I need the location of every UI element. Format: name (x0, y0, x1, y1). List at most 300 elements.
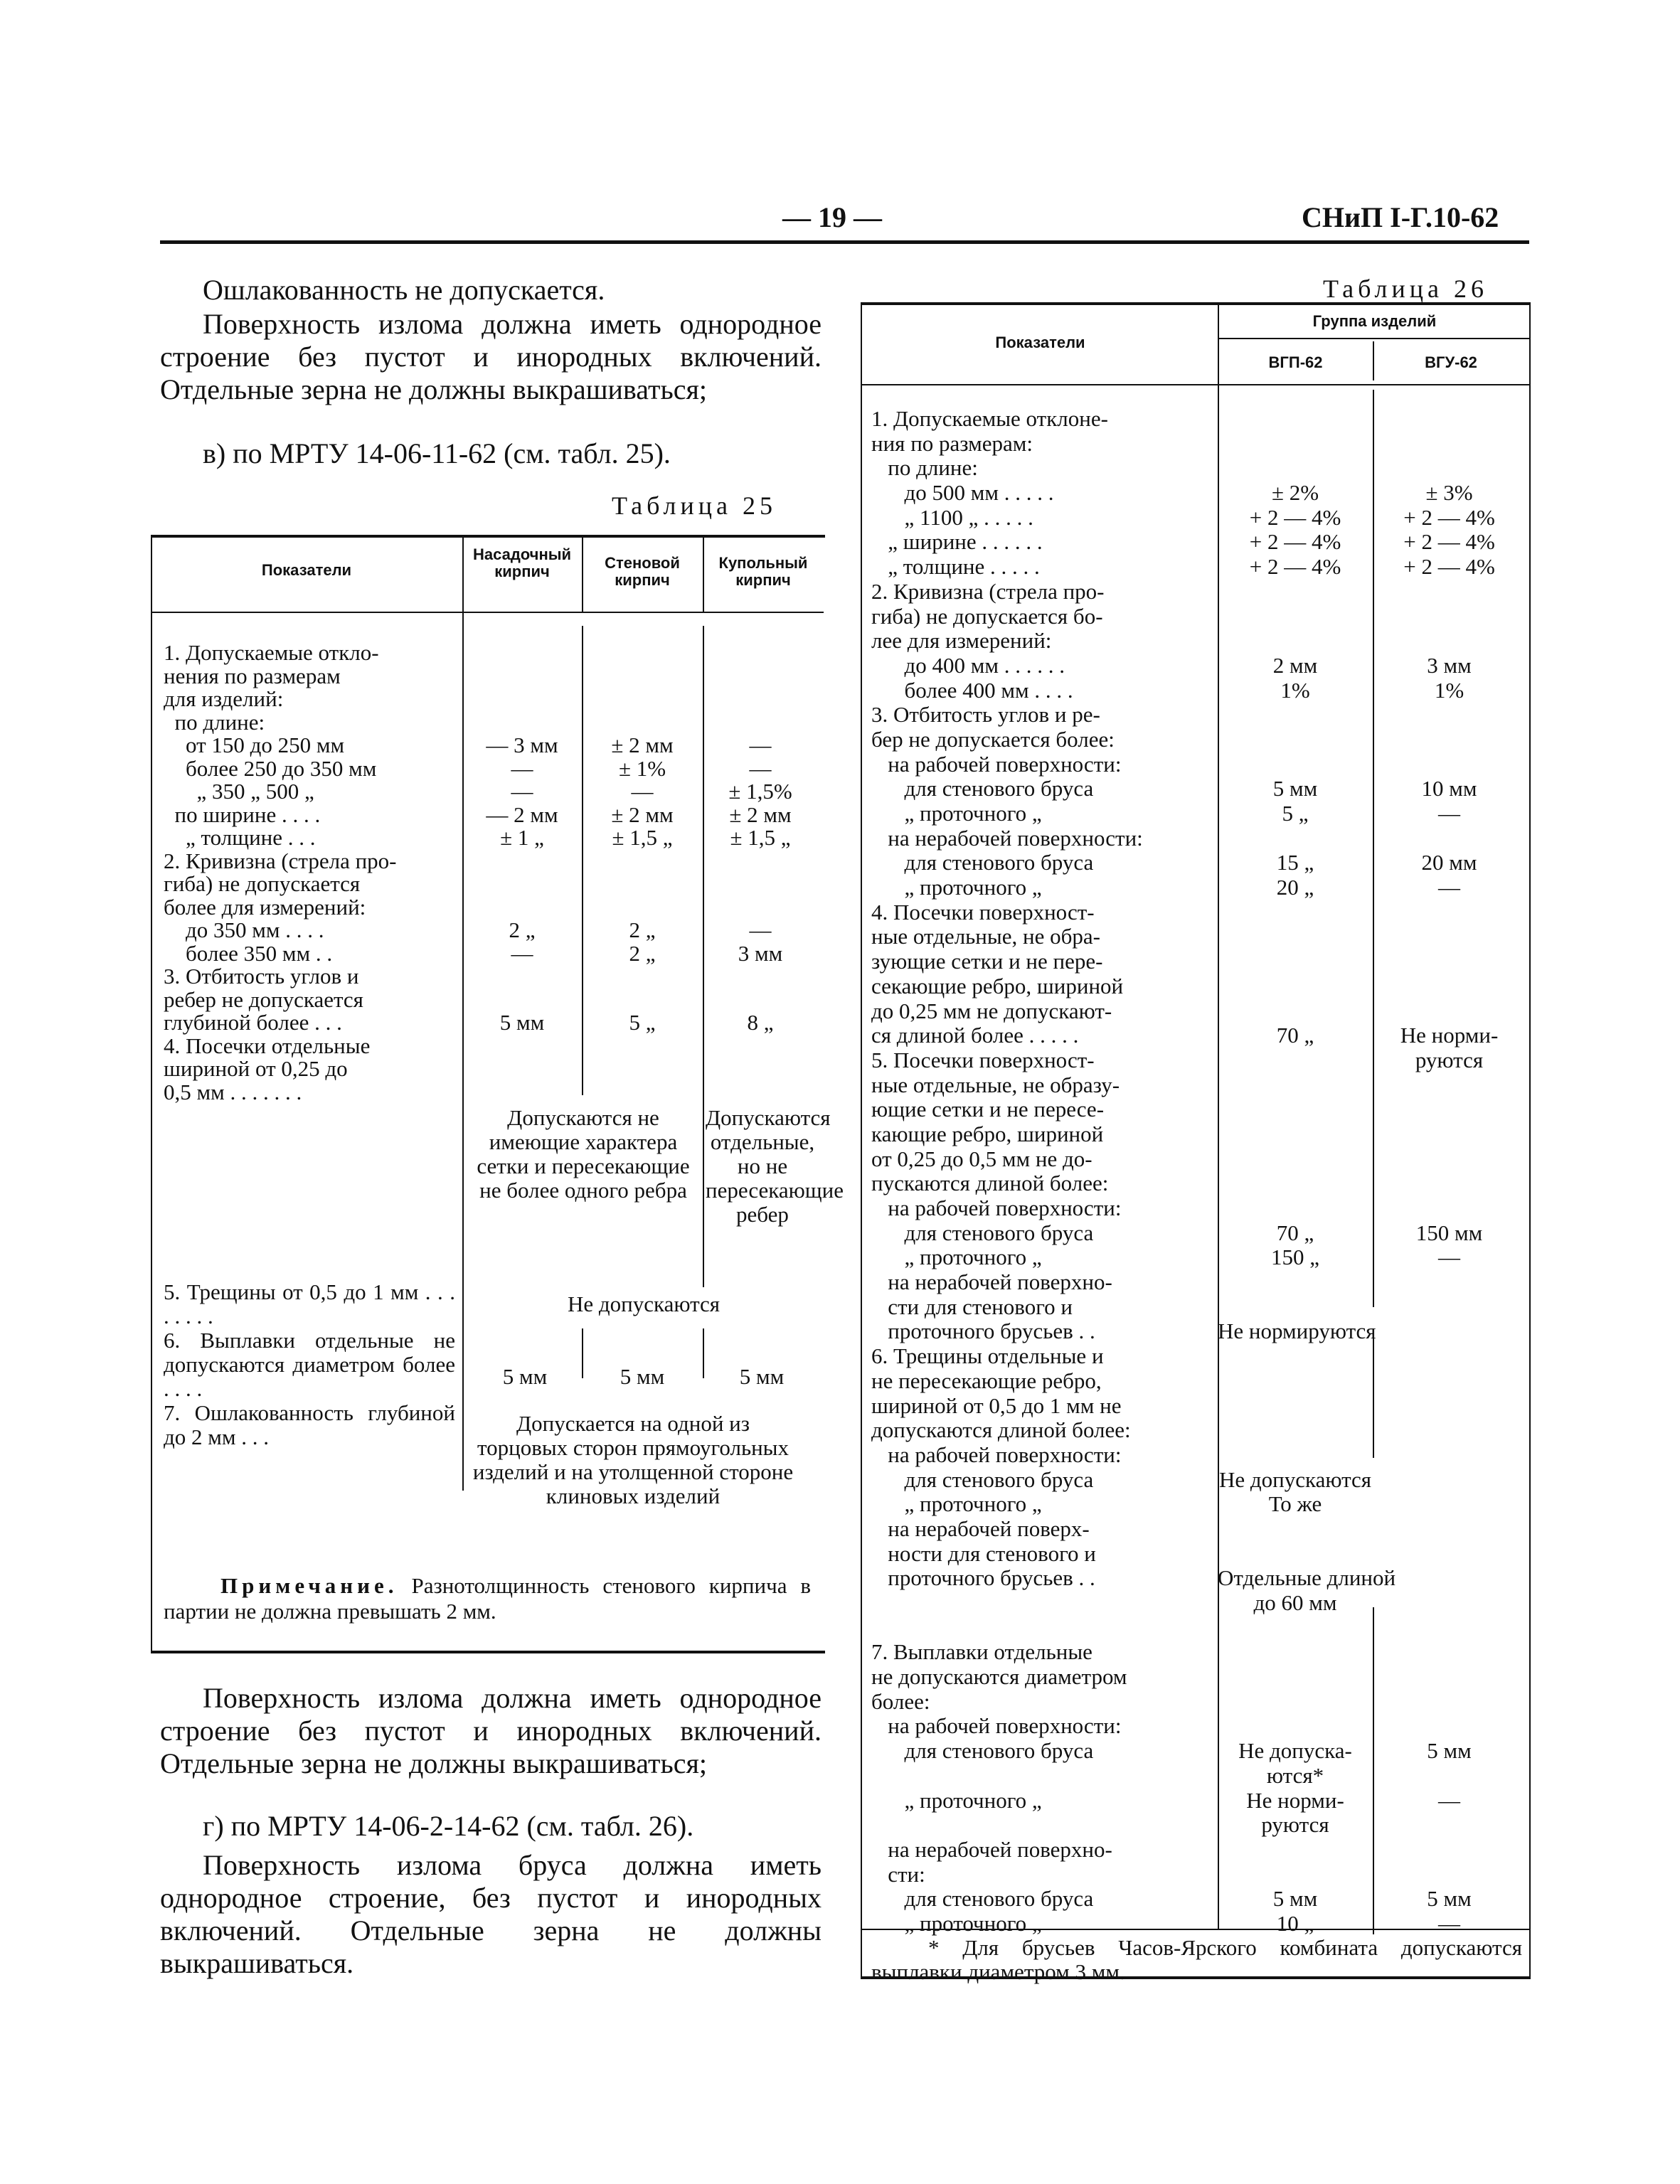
table-row (164, 641, 818, 665)
row-label: допускаются длиной более: (871, 1417, 1131, 1443)
row-value (1218, 728, 1373, 752)
table-row (164, 711, 818, 735)
table-row (164, 665, 818, 688)
row-value (1218, 925, 1373, 949)
row-label: глубиной более . . . (164, 1010, 342, 1035)
row-value (462, 688, 582, 711)
row-label (871, 1591, 1218, 1616)
row-label: более для измерений: (164, 894, 366, 920)
row-value: 150 мм (1415, 1220, 1483, 1245)
row-value (462, 989, 582, 1012)
row-label: на нерабочей поверхно- (871, 1836, 1112, 1862)
row-value (1373, 1863, 1526, 1887)
row-value (462, 965, 582, 989)
table-row (871, 875, 1526, 900)
table-row (871, 1517, 1526, 1542)
row-value (1373, 1073, 1526, 1098)
row-value (703, 1081, 818, 1104)
row-value: Не нормируются (1218, 1319, 1376, 1344)
row-label: нения по размерам (164, 663, 341, 688)
row-value (1373, 1566, 1526, 1591)
row-value (1218, 900, 1373, 925)
row-value (1218, 1690, 1373, 1715)
row-label: 6. Трещины отдельные и (871, 1343, 1104, 1369)
table25-caption: Таблица 25 (612, 491, 777, 520)
table25-row6-value-2: 5 мм (620, 1364, 665, 1389)
row-value: 2 „ (629, 940, 656, 966)
row-label: более 250 до 350 мм (164, 755, 377, 781)
table-row (871, 1319, 1526, 1344)
row-value: — (511, 779, 533, 804)
table-row (871, 999, 1526, 1024)
row-value: Отдельные длиной (1218, 1565, 1396, 1591)
row-label: проточного брусьев . . (871, 1565, 1095, 1591)
table-row (871, 1665, 1526, 1690)
table-row (871, 1097, 1526, 1122)
table25-note (164, 1573, 811, 1624)
row-value (1373, 1591, 1526, 1616)
row-value: Не допуска- (1238, 1738, 1352, 1764)
table-row (871, 974, 1526, 999)
row-label: до 350 мм . . . . (164, 917, 324, 942)
row-value (1218, 1295, 1373, 1320)
table-row (871, 1616, 1526, 1641)
row-label: ния по размерам: (871, 430, 1033, 456)
table-row (871, 1714, 1526, 1739)
table26-head-col2: ВГУ-62 (1425, 353, 1477, 371)
row-label: по длине: (871, 455, 978, 481)
row-value (1373, 925, 1526, 949)
table-row (871, 1789, 1526, 1813)
row-value (1218, 1344, 1373, 1369)
table-row (871, 1813, 1526, 1838)
row-value: 10 „ (1276, 1910, 1314, 1936)
row-value (462, 1081, 582, 1104)
table-row (871, 801, 1526, 826)
row-label: 2. Кривизна (стрела про- (871, 578, 1105, 604)
row-label: ности для стенового и (871, 1540, 1096, 1566)
row-value: — (631, 779, 654, 804)
table-row (164, 942, 818, 966)
row-value: 5 „ (629, 1010, 656, 1035)
table26-footnote: * Для брусьев Часов-Ярского комбината допускаются выплавки диаметром 3 мм. (871, 1935, 1522, 1984)
table-row (871, 506, 1526, 531)
row-value: То же (1268, 1491, 1322, 1517)
row-value (1373, 1171, 1526, 1196)
row-value: — (1438, 1910, 1460, 1936)
table-row (871, 1739, 1526, 1764)
row-value (703, 1035, 818, 1058)
table-row (871, 1566, 1526, 1591)
row-label: шириной от 0,5 до 1 мм не (871, 1392, 1122, 1418)
row-label: от 150 до 250 мм (164, 733, 345, 757)
row-value (703, 873, 818, 896)
table-row (871, 728, 1526, 752)
row-label: проточного брусьев . . (871, 1319, 1095, 1344)
row-value (1218, 1517, 1373, 1542)
row-value: ются* (1266, 1762, 1324, 1788)
page-number: — 19 — (782, 201, 882, 233)
row-label: 2. Кривизна (стрела про- (164, 848, 397, 873)
row-label: кающие ребро, шириной (871, 1121, 1104, 1146)
table-row (164, 1035, 818, 1058)
table-row (164, 826, 818, 850)
row-label: для стенового бруса (871, 776, 1094, 801)
table-row (164, 873, 818, 896)
row-value (1373, 580, 1526, 604)
row-label: ребер не допускается (164, 986, 363, 1012)
row-value: ± 1,5 „ (612, 825, 673, 850)
row-value (1373, 1764, 1526, 1789)
row-value (1218, 999, 1373, 1024)
table-row (164, 896, 818, 920)
row-value: 8 „ (747, 1010, 774, 1035)
row-value (1218, 1171, 1373, 1196)
row-value: Не допускаются (1218, 1466, 1372, 1492)
row-label: на нерабочей поверхно- (871, 1269, 1112, 1295)
header-rule (160, 240, 1529, 244)
row-label: ные отдельные, не образу- (871, 1072, 1120, 1097)
table-row (164, 1011, 818, 1035)
row-value (1373, 407, 1526, 432)
table-row (871, 1147, 1526, 1172)
table26-head-indicators: Показатели (995, 334, 1085, 351)
row-value: — (749, 917, 772, 942)
table-row (871, 1468, 1526, 1493)
table-row (871, 1344, 1526, 1369)
row-value (1373, 1443, 1526, 1468)
row-value: ± 2 мм (611, 801, 674, 827)
row-value: 1% (1280, 677, 1310, 703)
row-label: зующие сетки и не пере- (871, 949, 1103, 974)
table-row (871, 826, 1526, 851)
row-value (1373, 1097, 1526, 1122)
row-label: „ 350 „ 500 „ (164, 779, 314, 804)
table-row (871, 580, 1526, 604)
row-value (1373, 1640, 1526, 1665)
row-value: 2 мм (1272, 652, 1318, 678)
row-value (1373, 604, 1526, 629)
row-value (1373, 1468, 1526, 1493)
row-value: — (511, 755, 533, 781)
row-value: руются (1415, 1047, 1484, 1072)
row-value (462, 896, 582, 920)
table25-row4-value-a: Допускаются не имеющие характера сетки и пересекающие не более одного ребра (477, 1105, 690, 1203)
table25-head-col2: Стеновой кирпич (605, 554, 680, 589)
table-row (871, 555, 1526, 580)
row-value (1373, 1319, 1526, 1344)
row-value: + 2 — 4% (1403, 504, 1495, 530)
row-value: — (511, 940, 533, 966)
row-value (1218, 1838, 1373, 1863)
table-row (871, 1394, 1526, 1419)
row-value: 1% (1434, 677, 1464, 703)
table-row (871, 530, 1526, 555)
row-value (1373, 1122, 1526, 1147)
row-value (1218, 1863, 1373, 1887)
table25-row6-value-3: 5 мм (739, 1364, 785, 1389)
table25-note-text: Разнотолщинность стенового кирпича в партии не должна превышать 2 мм. (164, 1573, 811, 1624)
row-value (582, 989, 703, 1012)
row-value (1218, 752, 1373, 777)
table-row (871, 654, 1526, 678)
row-value: 5 мм (1272, 1886, 1318, 1912)
row-value (1373, 974, 1526, 999)
row-value (582, 850, 703, 873)
row-value (1373, 752, 1526, 777)
paragraph-4: Поверхность излома должна иметь однородное строение без пустот и инородных включений. Отдельные зерна не должны выкрашиваться; (160, 1682, 822, 1779)
row-label: от 0,25 до 0,5 мм не до- (871, 1146, 1092, 1171)
row-label: „ проточного „ (871, 875, 1042, 900)
row-value: 3 мм (1427, 652, 1472, 678)
table25-header-rule (151, 612, 824, 613)
table-row (871, 1863, 1526, 1887)
row-value (1373, 1542, 1526, 1567)
row-label: на нерабочей поверх- (871, 1516, 1090, 1541)
row-value: 20 мм (1421, 850, 1477, 875)
table-row (871, 1122, 1526, 1147)
row-value (462, 850, 582, 873)
row-value: 5 „ (1282, 801, 1309, 826)
row-label (871, 1813, 1218, 1838)
row-value (1373, 826, 1526, 851)
table-row (164, 1081, 818, 1104)
row-value (703, 965, 818, 989)
table-row (871, 1048, 1526, 1073)
table-row (871, 851, 1526, 875)
row-value: 5 мм (1427, 1886, 1472, 1912)
row-value (1373, 1517, 1526, 1542)
row-label: до 400 мм . . . . . . (871, 652, 1065, 678)
row-value (1373, 1714, 1526, 1739)
table-row (871, 703, 1526, 728)
row-value (1373, 1295, 1526, 1320)
table-row (871, 1887, 1526, 1912)
table25-row7-value: Допускается на одной из торцовых сторон прямоугольных изделий и на утолщенной стороне клиновых изделий (472, 1411, 794, 1508)
row-label: не пересекающие ребро, (871, 1368, 1102, 1393)
row-label: „ проточного „ (871, 1787, 1042, 1813)
row-value (1218, 1640, 1373, 1665)
row-value: 10 мм (1421, 776, 1477, 801)
table-row (871, 1221, 1526, 1246)
row-value: до 60 мм (1253, 1590, 1337, 1615)
table-row (871, 678, 1526, 703)
row-value (1218, 1714, 1373, 1739)
table25-head-col1: Насадочный кирпич (472, 545, 572, 580)
table-row (871, 629, 1526, 654)
table-row (871, 456, 1526, 481)
row-label: 4. Посечки отдельные (164, 1033, 371, 1058)
row-value (703, 989, 818, 1012)
table26-group-rule (1218, 338, 1529, 339)
row-label: по длине: (164, 709, 265, 735)
table25-row7-label: 7. Ошлакованность глубиной до 2 мм . . . (164, 1400, 455, 1449)
row-label: на рабочей поверхности: (871, 1442, 1122, 1467)
row-value (1373, 1616, 1526, 1641)
row-label: более 400 мм . . . . (871, 677, 1073, 703)
row-value (582, 688, 703, 711)
row-value: 2 „ (629, 917, 656, 942)
row-value: Не норми- (1400, 1023, 1499, 1048)
row-label: 7. Выплавки отдельные (871, 1639, 1092, 1665)
table-row (871, 1591, 1526, 1616)
row-value (582, 665, 703, 688)
row-value (1373, 1369, 1526, 1394)
table-row (871, 1690, 1526, 1715)
row-value: 15 „ (1276, 850, 1314, 875)
row-value (703, 1058, 818, 1081)
table-row (871, 925, 1526, 949)
row-value: 150 „ (1270, 1245, 1319, 1270)
row-value (1373, 1196, 1526, 1221)
row-label: ные отдельные, не обра- (871, 924, 1100, 949)
row-label: для стенового бруса (871, 1738, 1094, 1764)
row-value: — 3 мм (486, 733, 558, 757)
table26-head-group: Группа изделий (1312, 312, 1437, 330)
paragraph-6: Поверхность излома бруса должна иметь однородное строение, без пустот и инородных включений. Отдельные зерна не должны выкрашиваться. (160, 1849, 822, 1979)
table25-head-col3: Купольный кирпич (718, 554, 808, 589)
row-value (1373, 1665, 1526, 1690)
row-value (1218, 1665, 1373, 1690)
table-row (871, 604, 1526, 629)
table-row (871, 1023, 1526, 1048)
table-row (164, 850, 818, 873)
row-value (1218, 1097, 1373, 1122)
row-value: + 2 — 4% (1249, 529, 1341, 555)
row-value (1373, 1418, 1526, 1443)
table-row (871, 481, 1526, 506)
row-value: + 2 — 4% (1403, 554, 1495, 580)
row-label: 0,5 мм . . . . . . . (164, 1079, 302, 1104)
table-row (871, 1418, 1526, 1443)
row-value: ± 1 „ (500, 825, 544, 850)
row-value (1373, 703, 1526, 728)
table-row (164, 986, 818, 1012)
row-label: до 500 мм . . . . . (871, 480, 1054, 506)
table-row (871, 1369, 1526, 1394)
row-value (703, 711, 818, 735)
row-label: шириной от 0,25 до (164, 1056, 348, 1081)
row-value (1373, 949, 1526, 974)
row-value (1218, 456, 1373, 481)
row-label: 3. Отбитость углов и (164, 964, 359, 989)
row-value (1373, 629, 1526, 654)
row-label: гиба) не допускается (164, 871, 361, 896)
row-value: — (749, 733, 772, 757)
row-value (1218, 703, 1373, 728)
row-value (1218, 1073, 1373, 1098)
table-row (871, 900, 1526, 925)
row-value: — (1438, 875, 1460, 900)
row-label: 5. Посечки поверхност- (871, 1047, 1095, 1072)
row-value (582, 641, 703, 665)
row-value (1218, 1122, 1373, 1147)
row-value: ± 1,5 „ (730, 825, 791, 850)
row-label: 1. Допускаемые отклоне- (871, 406, 1108, 431)
table-row (871, 1270, 1526, 1295)
row-value: — (749, 755, 772, 781)
table25-note-label: Примечание. (220, 1573, 398, 1598)
table25-row5-value: Не допускаются (567, 1291, 721, 1316)
table25-head-indicators: Показатели (261, 561, 352, 579)
row-label: не допускаются диаметром (871, 1664, 1127, 1690)
row-value (1218, 949, 1373, 974)
table-row (164, 965, 818, 989)
row-value (1373, 728, 1526, 752)
row-label: гиба) не допускается бо- (871, 603, 1103, 629)
row-value (1373, 432, 1526, 457)
table-row (871, 1542, 1526, 1567)
row-value: + 2 — 4% (1249, 504, 1341, 530)
row-value (462, 665, 582, 688)
row-value (1218, 826, 1373, 851)
row-label: секающие ребро, шириной (871, 973, 1124, 998)
row-value (1373, 900, 1526, 925)
table-row (871, 1196, 1526, 1221)
row-value (1218, 580, 1373, 604)
table-row (164, 688, 818, 711)
row-label: для стенового бруса (871, 1220, 1094, 1245)
row-value (1218, 1394, 1373, 1419)
row-value (1373, 1270, 1526, 1295)
row-label: „ проточного „ (871, 1910, 1042, 1936)
row-label: более: (871, 1688, 930, 1714)
row-label: 4. Посечки поверхност- (871, 899, 1095, 925)
row-label: ся длиной более . . . . . (871, 1023, 1079, 1048)
row-value (1373, 456, 1526, 481)
table-row (871, 1640, 1526, 1665)
row-value (1218, 1270, 1373, 1295)
paragraph-3: в) по МРТУ 14-06-11-62 (см. табл. 25). (203, 437, 671, 469)
row-label: сти для стенового и (871, 1294, 1073, 1319)
paragraph-1: Ошлакованность не допускается. (203, 274, 605, 306)
table-row (871, 1171, 1526, 1196)
row-label: для стенового бруса (871, 1886, 1094, 1912)
table-row (871, 1912, 1526, 1937)
row-value (582, 711, 703, 735)
row-label: до 0,25 мм не допускают- (871, 998, 1112, 1023)
row-value: ± 1% (618, 755, 666, 781)
row-value: 70 „ (1276, 1023, 1314, 1048)
row-value (462, 1058, 582, 1081)
row-value (582, 873, 703, 896)
row-value (1218, 974, 1373, 999)
row-value (1218, 1418, 1373, 1443)
row-label (871, 1616, 1218, 1641)
table-row (871, 752, 1526, 777)
row-value: Не норми- (1246, 1787, 1344, 1813)
row-value (703, 896, 818, 920)
row-label: по ширине . . . . (164, 801, 321, 827)
table26-header-rule (861, 384, 1529, 385)
row-value: + 2 — 4% (1403, 529, 1495, 555)
row-value (1373, 1690, 1526, 1715)
table25-row6-value-1: 5 мм (502, 1364, 548, 1389)
table-row (164, 734, 818, 757)
document-code: СНиП I-Г.10-62 (1302, 201, 1499, 233)
row-label (871, 1764, 1218, 1789)
row-value (1373, 999, 1526, 1024)
row-value (1373, 1813, 1526, 1838)
row-label: для стенового бруса (871, 1466, 1094, 1492)
row-value (703, 850, 818, 873)
row-value (582, 965, 703, 989)
row-value (1218, 1048, 1373, 1073)
table-row (871, 1245, 1526, 1270)
table25-row6-label: 6. Выплавки отдельные не допускаются диаметром более . . . . (164, 1328, 455, 1401)
row-value (582, 1058, 703, 1081)
table-row (871, 1492, 1526, 1517)
